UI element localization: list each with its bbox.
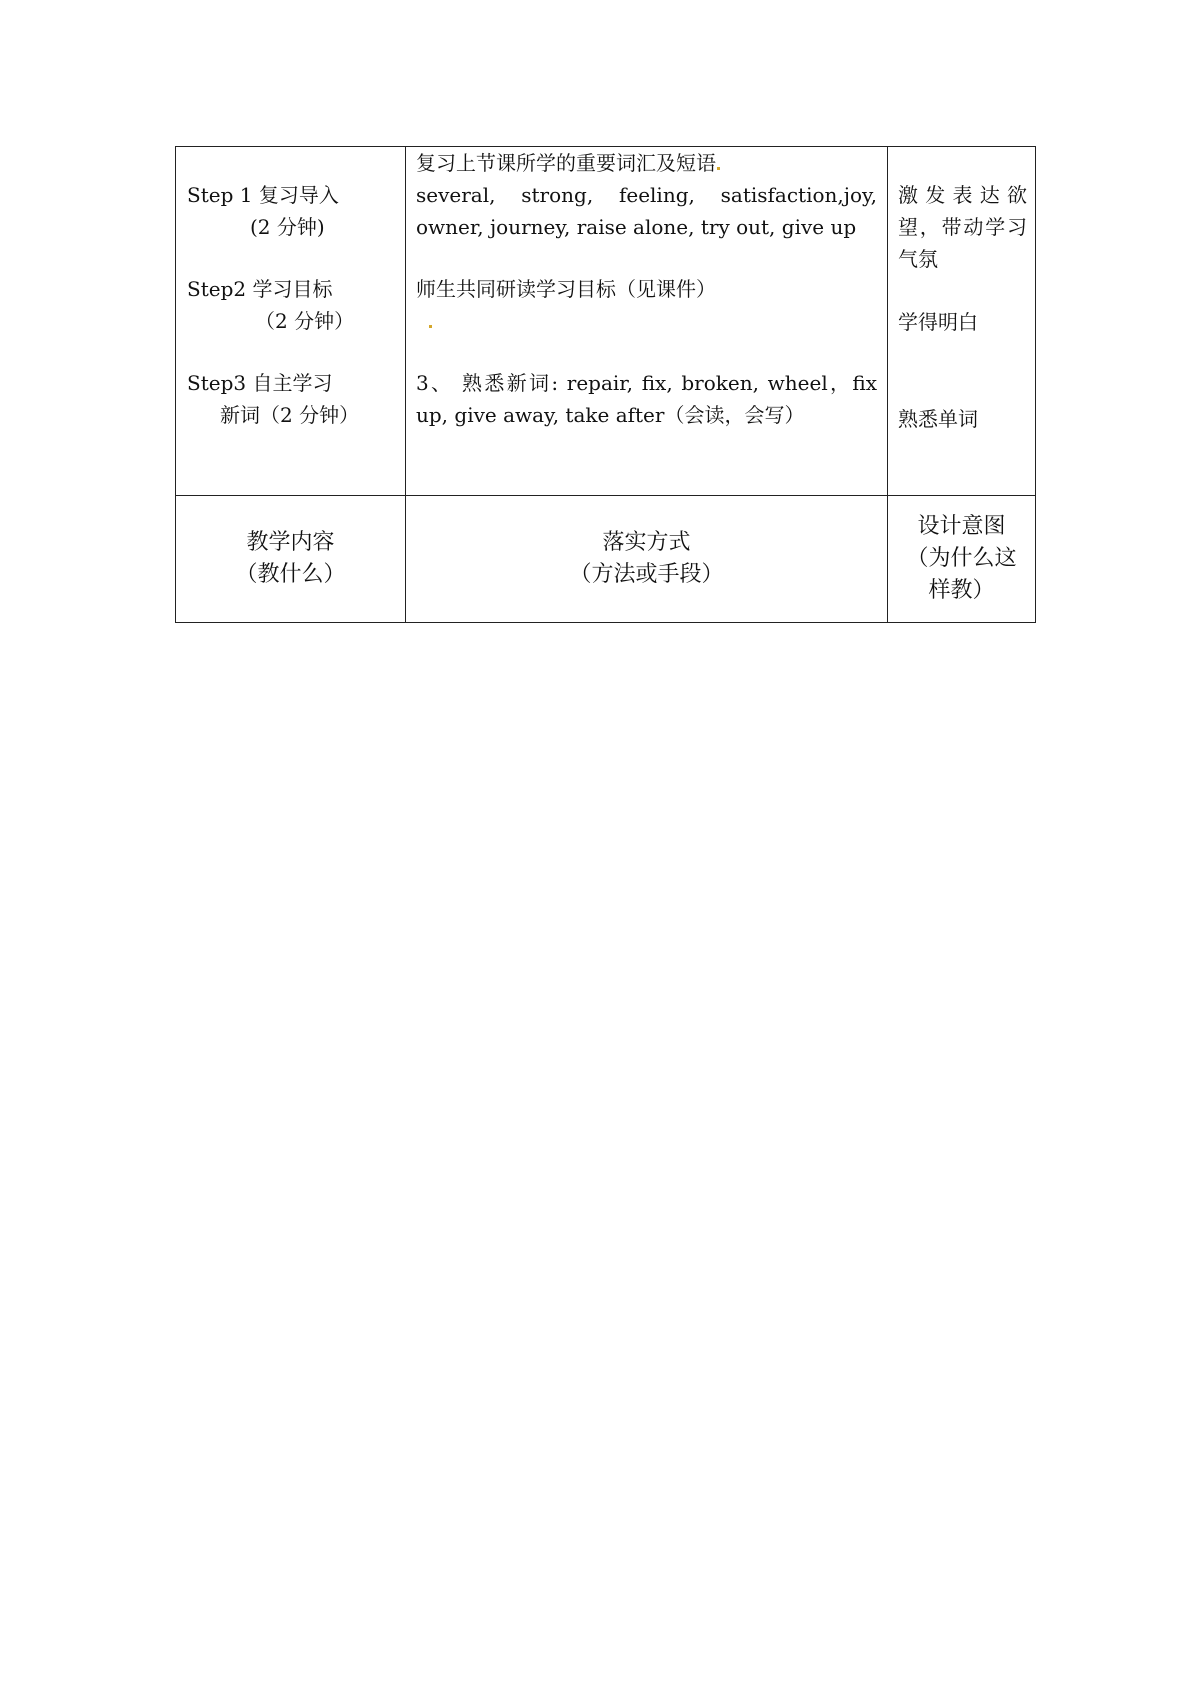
- header-col-1-subtitle: （教什么）: [235, 562, 346, 587]
- step-1: [187, 179, 405, 243]
- lesson-plan-table: [175, 146, 1036, 623]
- intent-step-1: 激发表达欲望，带动学习气氛: [898, 183, 1027, 271]
- steps-cell: [176, 147, 406, 496]
- content-cell: [406, 147, 888, 496]
- step-3-duration: 新词（2 分钟）: [220, 403, 360, 427]
- review-words: several, strong, feeling, satisfaction,joy, owner, journey, raise alone, try out, give up: [416, 183, 877, 239]
- review-heading: 复习上节课所学的重要词汇及短语: [416, 147, 877, 179]
- header-col-3-subtitle: （为什么这: [906, 546, 1017, 571]
- header-row: [176, 496, 1036, 623]
- step-3-title: Step3 自主学习: [187, 371, 333, 395]
- header-col-1: [176, 496, 406, 623]
- header-col-2-title: 落实方式: [602, 530, 691, 555]
- intent-step-3: 熟悉单词: [898, 407, 978, 431]
- header-col-3-title: 设计意图: [917, 514, 1006, 539]
- step-3: [187, 367, 405, 431]
- header-col-1-title: 教学内容: [246, 530, 335, 555]
- header-col-2-subtitle: （方法或手段）: [569, 562, 724, 587]
- header-col-3-subtitle-2: 样教）: [928, 578, 995, 603]
- marker-dot: [429, 325, 432, 328]
- step-1-title: Step 1 复习导入: [187, 183, 339, 207]
- header-col-3: [888, 496, 1036, 623]
- new-words-text: 3、 熟悉新词: repair, fix, broken, wheel，fix up, give away, take after（会读，会写）: [416, 371, 877, 427]
- step-2: [187, 273, 405, 337]
- intent-step-2: 学得明白: [898, 310, 978, 334]
- step-1-duration: (2 分钟): [250, 215, 325, 239]
- step-2-duration: （2 分钟）: [255, 309, 355, 333]
- intent-cell: [888, 147, 1036, 496]
- marker-dot: [717, 167, 720, 170]
- header-col-2: [406, 496, 888, 623]
- objectives-text: 师生共同研读学习目标（见课件）: [416, 277, 716, 301]
- steps-row: [176, 147, 1036, 496]
- blank-marker-line: [416, 305, 877, 337]
- step-2-title: Step2 学习目标: [187, 277, 333, 301]
